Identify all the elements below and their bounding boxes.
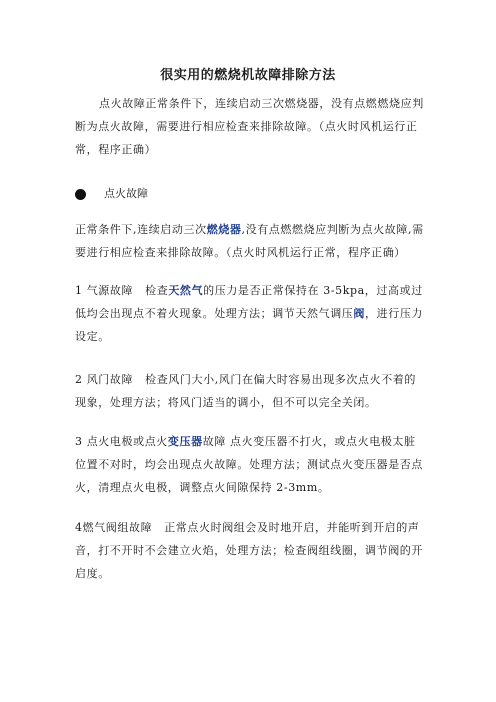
keyword-link[interactable]: 燃烧器 bbox=[206, 223, 242, 236]
item-text-a: 检查 bbox=[145, 284, 169, 297]
section-text-b: ,没有点燃燃烧应判断为点火故障,需要进行相应检查来排除故障。（点火时风机运行正常，程序正确） bbox=[75, 223, 424, 259]
item-text-b: 的压力是否正常保持在 3-5kpa，过高或过低均会出现点不着火现象。处理方法；调节天然气调压 bbox=[75, 284, 423, 320]
item-head: 1 气源故障 bbox=[75, 284, 134, 297]
section-paragraph bbox=[75, 218, 427, 264]
keyword-link[interactable]: 天然气 bbox=[168, 284, 204, 297]
item-text-b: 故障 点火变压器不打火，或点火电极太脏位置不对时，均会出现点火故障。处理方法；测试点火变压器是否点火，清理点火电极，调整点火间隙保持 2-3mm。 bbox=[75, 435, 423, 494]
keyword-link[interactable]: 变压器 bbox=[167, 435, 203, 448]
item-ignition bbox=[75, 430, 427, 499]
intro-paragraph: 点火故障正常条件下，连续启动三次燃烧器，没有点燃燃烧应判断为点火故障，需要进行相应检查来排除故障。（点火时风机运行正常，程序正确） bbox=[75, 97, 424, 156]
item-text-a: 正常点火时阀组会及时地开启，并能听到开启的声音，打不开时不会建立火焰，处理方法；检查阀组线圈，调节阀的开启度。 bbox=[75, 521, 423, 580]
item-gas-valve bbox=[75, 516, 427, 585]
item-text-a: 检查风门大小,风门在偏大时容易出现多次点火不着的现象，处理方法；将风门适当的调小，但不可以完全关闭。 bbox=[75, 373, 417, 409]
item-head: 2 风门故障 bbox=[75, 373, 134, 386]
section-text-a: 正常条件下,连续启动三次 bbox=[75, 223, 207, 236]
item-damper bbox=[75, 368, 427, 414]
bullet-heading-row bbox=[75, 184, 148, 204]
bullet-dot-icon bbox=[75, 189, 86, 200]
bullet-heading: 点火故障 bbox=[104, 187, 148, 200]
item-gas-source bbox=[75, 279, 427, 348]
item-text-c: ，进行压力设定。 bbox=[75, 307, 424, 343]
item-head: 4燃气阀组故障 bbox=[75, 521, 153, 534]
document-title: 很实用的燃烧机故障排除方法 bbox=[160, 68, 336, 83]
keyword-link[interactable]: 阀 bbox=[353, 307, 366, 320]
item-head: 3 点火电极或点火 bbox=[75, 435, 168, 448]
